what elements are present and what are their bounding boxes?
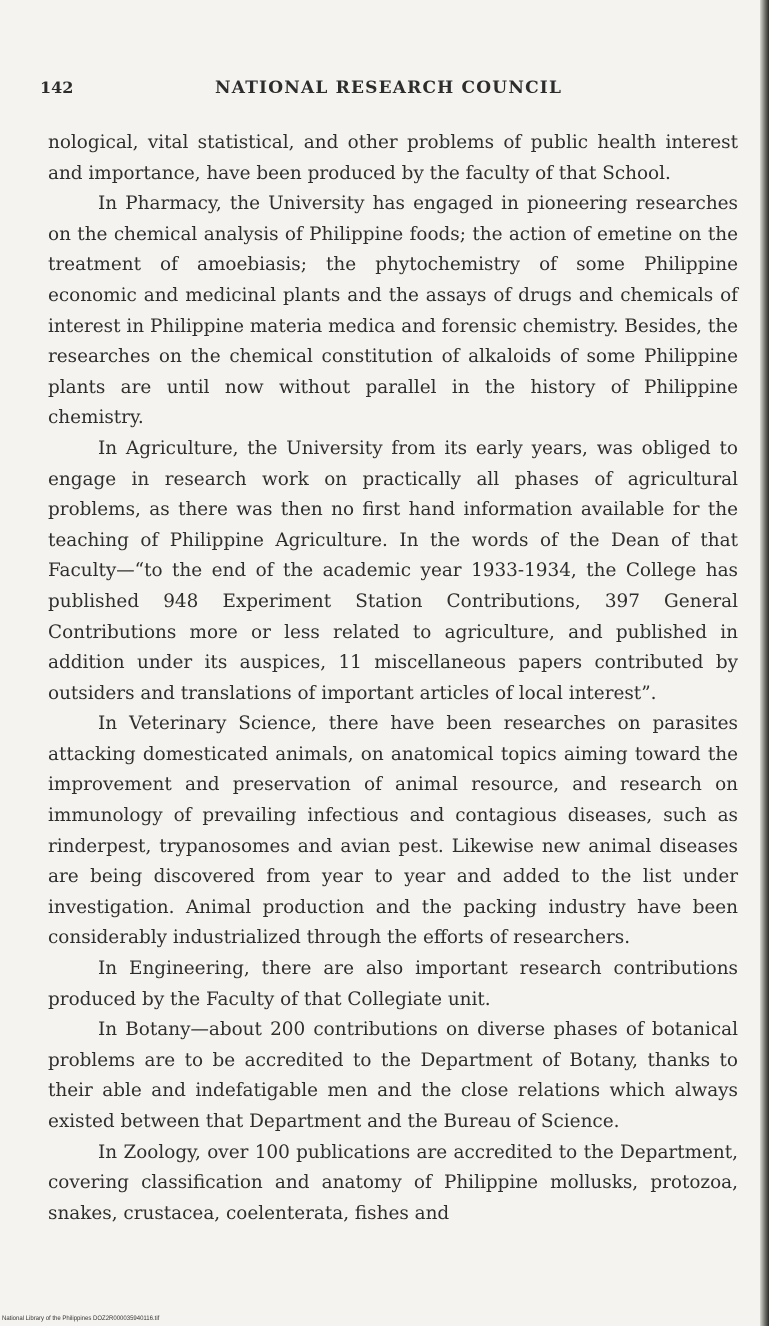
page-header <box>40 78 740 102</box>
page-edge-shadow <box>760 0 769 1326</box>
paragraph-veterinary-science: In Veterinary Science, there have been researches on parasites attacking domesticated animals, on anatomical topics aiming toward the improvement and preservation of animal resource, and research on immunology of prevailing infectious and contagious diseases, such as rinderpest, trypanosomes and avian pest. Likewise new animal diseases are being discovered from year to year and added to the list under investigation. Animal production and the packing industry have been considerably industrialized through the efforts of researchers. <box>48 713 738 949</box>
paragraph-public-health: nological, vital statistical, and other problems of public health interest and importance, have been produced by the faculty of that School. <box>48 132 738 184</box>
paragraph-agriculture: In Agriculture, the University from its early years, was obliged to engage in research work on practically all phases of agricultural problems, as there was then no first hand information available for the teaching of Philippine Agriculture. In the words of the Dean of that Faculty—“to the end of the academic year 1933-1934, the College has published 948 Experiment Station Contributions, 397 General Contributions more or less related to agriculture, and published in addition under its auspices, 11 miscellaneous papers contributed by outsiders and translations of important articles of local interest”. <box>48 437 738 704</box>
body-text <box>48 128 738 1229</box>
running-title: NATIONAL RESEARCH COUNCIL <box>215 78 563 98</box>
paragraph-engineering: In Engineering, there are also important research contributions produced by the Faculty of that Collegiate unit. <box>48 958 738 1010</box>
paragraph-zoology: In Zoology, over 100 publications are accredited to the Department, covering classification and anatomy of Philippine mollusks, protozoa, snakes, crustacea, coelenterata, fishes and <box>48 1141 738 1224</box>
page-number: 142 <box>40 78 74 97</box>
scan-footer: National Library of the Philippines DOZ2R000035940116.tif <box>2 1316 160 1322</box>
paragraph-botany: In Botany—about 200 contributions on diverse phases of botanical problems are to be accredited to the Department of Botany, thanks to their able and indefatigable men and the close relations which always existed between that Department and the Bureau of Science. <box>48 1019 738 1132</box>
paragraph-pharmacy: In Pharmacy, the University has engaged in pioneering researches on the chemical analysis of Philippine foods; the action of emetine on the treatment of amoebiasis; the phytochemistry of some Philippine economic and medicinal plants and the assays of drugs and chemicals of interest in Philippine materia medica and forensic chemistry. Besides, the researches on the chemical constitution of alkaloids of some Philippine plants are until now without parallel in the history of Philippine chemistry. <box>48 193 738 429</box>
